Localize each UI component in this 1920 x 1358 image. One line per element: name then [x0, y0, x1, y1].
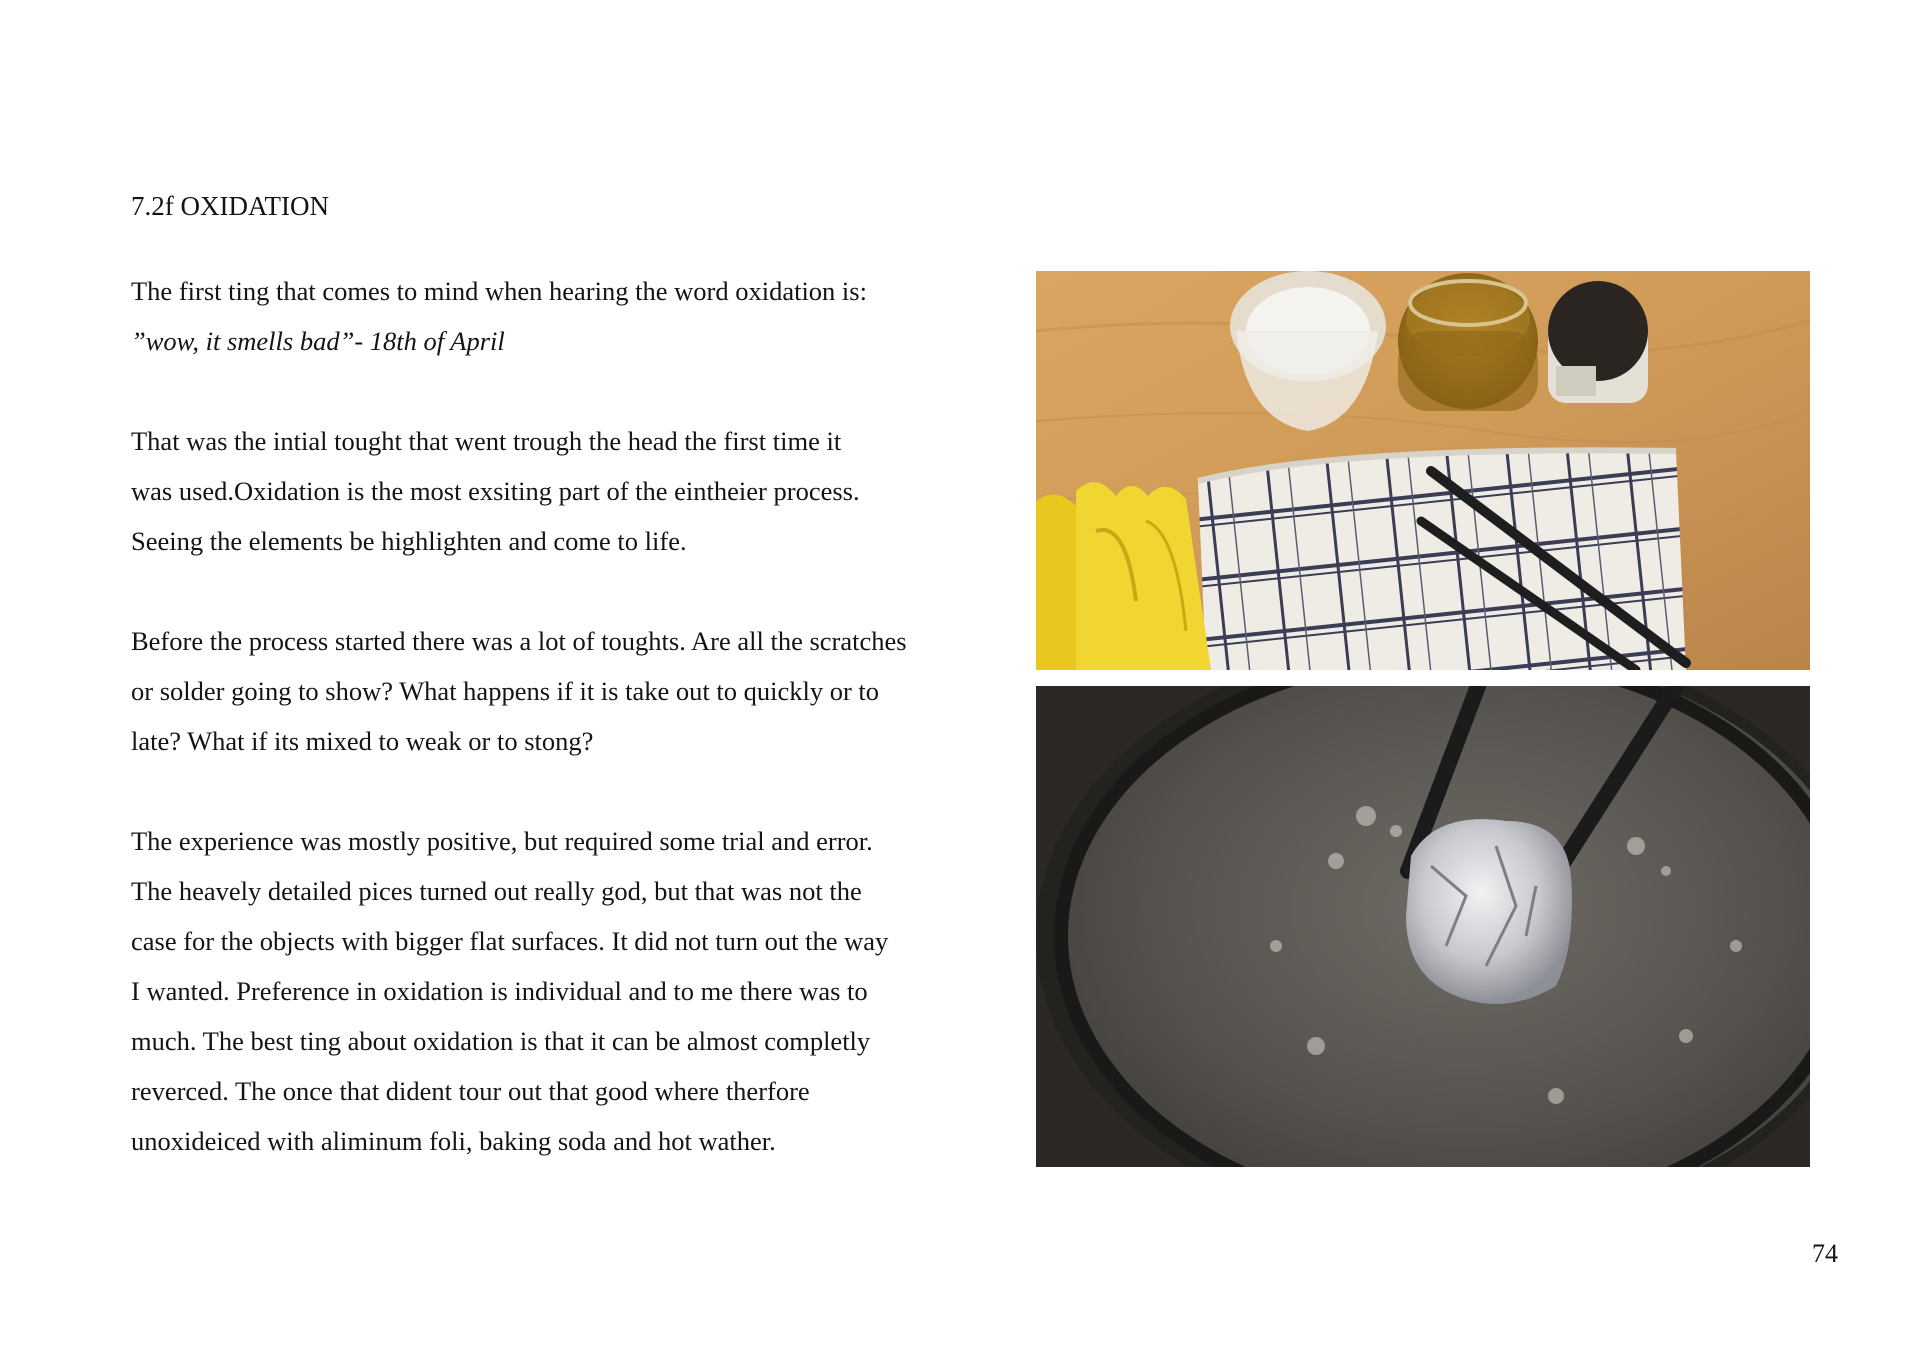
paragraph-2 [131, 616, 906, 766]
paragraph-3 [131, 816, 906, 1166]
pot-illustration [1036, 686, 1810, 1167]
paragraph-line: The experience was mostly positive, but required some trial and error. [131, 826, 873, 856]
intro-paragraph [131, 266, 906, 366]
intro-quote: ”wow, it smells bad”- 18th of April [131, 326, 505, 356]
paragraph-line: or solder going to show? What happens if it is take out to quickly or to [131, 676, 880, 706]
paragraph-line: Before the process started there was a lot of toughts. Are all the scratches [131, 626, 907, 656]
paragraph-line: unoxideiced with aliminum foli, baking soda and hot wather. [131, 1126, 776, 1156]
paragraph-1 [131, 416, 906, 566]
page-number: 74 [1812, 1239, 1838, 1268]
paragraph-line: was used.Oxidation is the most exsiting part of the eintheier process. [131, 476, 860, 506]
paragraph-line: much. The best ting about oxidation is that it can be almost completly [131, 1026, 871, 1056]
photo-oxidation-supplies [1036, 271, 1810, 670]
supplies-illustration [1036, 271, 1810, 670]
body-text [131, 266, 906, 1166]
paragraph-line: Seeing the elements be highlighten and come to life. [131, 526, 687, 556]
paragraph-line: late? What if its mixed to weak or to stong? [131, 726, 594, 756]
paragraph-line: reverced. The once that dident tour out that good where therfore [131, 1076, 810, 1106]
intro-line: The first ting that comes to mind when hearing the word oxidation is: [131, 276, 867, 306]
paragraph-line: case for the objects with bigger flat surfaces. It did not turn out the way [131, 926, 889, 956]
paragraph-line: That was the intial tought that went trough the head the first time it [131, 426, 842, 456]
photo-pot-with-foil [1036, 686, 1810, 1167]
paragraph-line: The heavely detailed pices turned out really god, but that was not the [131, 876, 862, 906]
section-heading: 7.2f OXIDATION [131, 191, 329, 221]
paragraph-line: I wanted. Preference in oxidation is individual and to me there was to [131, 976, 868, 1006]
